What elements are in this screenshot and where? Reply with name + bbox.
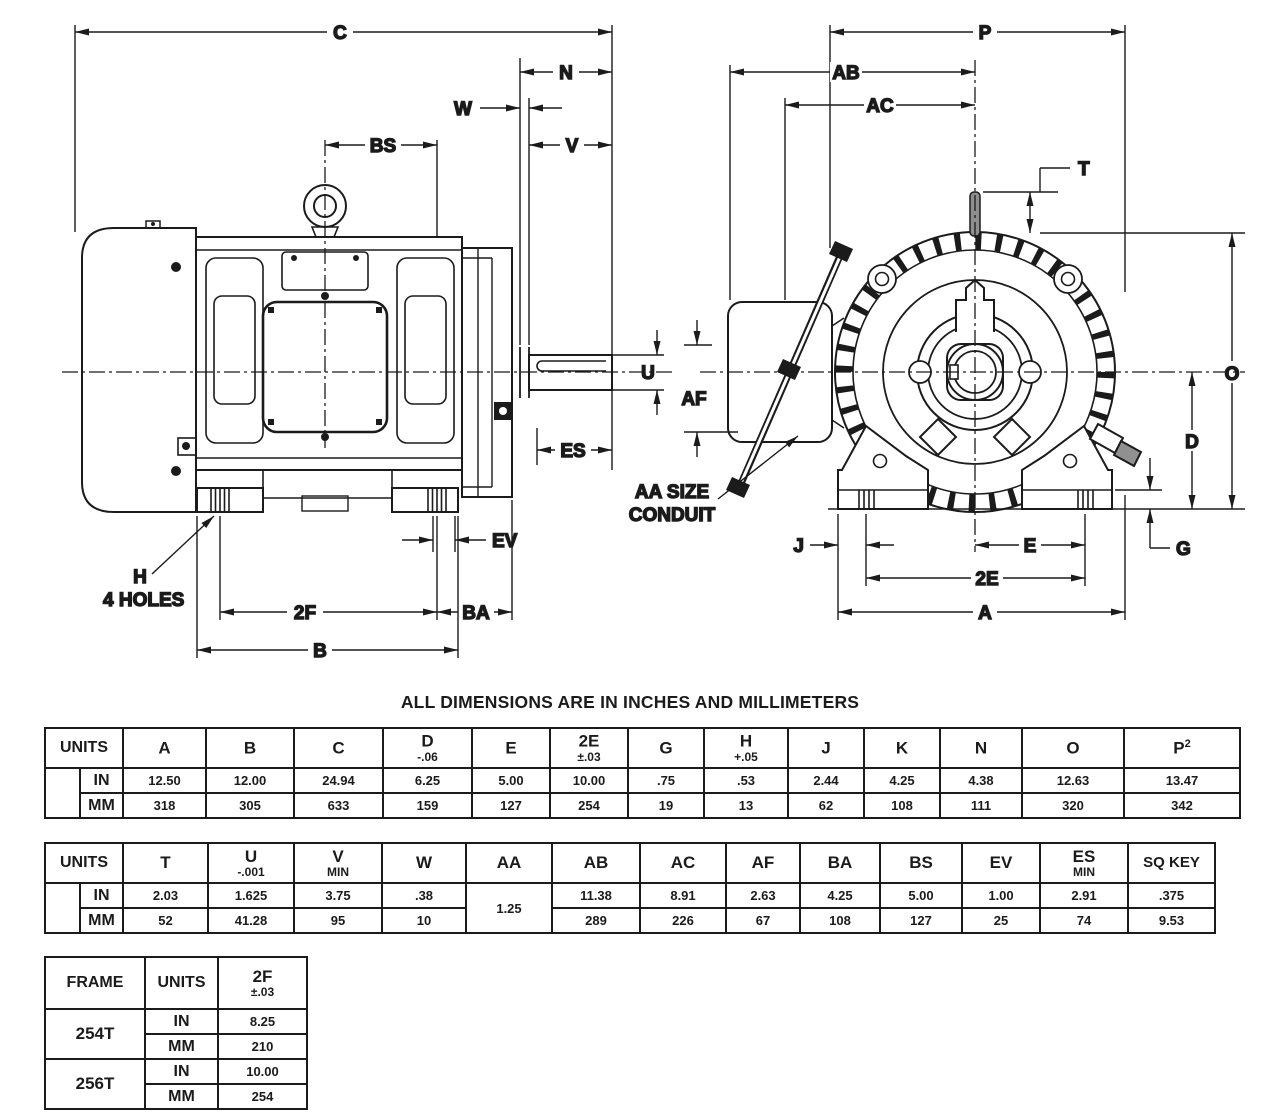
dim-ev xyxy=(402,516,518,552)
units-header: UNITS xyxy=(145,957,218,1009)
col-header-ac: AC xyxy=(640,843,726,883)
value-cell: 289 xyxy=(552,908,640,933)
dim-label-2f: 2F xyxy=(293,603,317,624)
value-cell: 2.63 xyxy=(726,883,800,908)
value-cell: 108 xyxy=(864,793,940,818)
row-label-in: IN xyxy=(145,1009,218,1034)
callout-aa-conduit xyxy=(629,436,798,526)
col-header-w: W xyxy=(382,843,466,883)
value-cell: 10.00 xyxy=(550,768,628,793)
value-cell: 12.63 xyxy=(1022,768,1124,793)
col-header-k: K xyxy=(864,728,940,768)
dim-a xyxy=(838,602,1125,624)
value-cell: 342 xyxy=(1124,793,1240,818)
col-header-v: V MIN xyxy=(294,843,382,883)
value-cell: 5.00 xyxy=(880,883,962,908)
value-cell: 4.38 xyxy=(940,768,1022,793)
units-header: UNITS xyxy=(45,843,123,883)
col-header-b: B xyxy=(206,728,294,768)
side-view xyxy=(82,185,612,512)
value-cell: 2.44 xyxy=(788,768,864,793)
end-view xyxy=(726,192,1245,512)
col-header-ev: EV xyxy=(962,843,1040,883)
col-header-2f: 2F ±.03 xyxy=(218,957,307,1009)
col-header-p: $P^2$ xyxy=(1124,728,1240,768)
value-cell: .375 xyxy=(1128,883,1215,908)
row-label-mm: MM xyxy=(145,1034,218,1059)
value-cell: 5.00 xyxy=(472,768,550,793)
value-cell: 74 xyxy=(1040,908,1128,933)
col-header-o: O xyxy=(1022,728,1124,768)
dim-label-bs: BS xyxy=(369,136,397,157)
dim-label-ev: EV xyxy=(492,531,518,552)
value-cell: 226 xyxy=(640,908,726,933)
value-cell: 24.94 xyxy=(294,768,383,793)
col-header-sqkey: SQ KEY xyxy=(1128,843,1215,883)
frame-2f-table xyxy=(44,956,308,1110)
value-cell: 13 xyxy=(704,793,788,818)
value-cell: 52 xyxy=(123,908,208,933)
value-cell: 108 xyxy=(800,908,880,933)
col-header-2e: 2E ±.03 xyxy=(550,728,628,768)
col-header-h: H +.05 xyxy=(704,728,788,768)
dim-label-v: V xyxy=(565,136,579,157)
dim-bs xyxy=(325,135,437,237)
value-cell: 19 xyxy=(628,793,704,818)
dim-2e xyxy=(866,568,1085,590)
col-header-d: D -.06 xyxy=(383,728,472,768)
units-header: UNITS xyxy=(45,728,123,768)
aa-shared-value-cell: 1.25 xyxy=(466,883,552,933)
spacer-cell xyxy=(45,768,80,818)
col-header-c: C xyxy=(294,728,383,768)
value-cell: 254 xyxy=(550,793,628,818)
value-cell: 127 xyxy=(472,793,550,818)
dim-label-p: P xyxy=(978,23,992,44)
value-cell: 95 xyxy=(294,908,382,933)
value-cell: .75 xyxy=(628,768,704,793)
row-label-mm: MM xyxy=(80,908,123,933)
dim-label-c: C xyxy=(333,23,347,44)
value-cell: 41.28 xyxy=(208,908,294,933)
value-cell: 10.00 xyxy=(218,1059,307,1084)
value-cell: .38 xyxy=(382,883,466,908)
mounting-hole-hatch-left xyxy=(211,488,229,512)
dim-label-ab: AB xyxy=(832,63,860,84)
value-cell: 13.47 xyxy=(1124,768,1240,793)
value-cell: 1.00 xyxy=(962,883,1040,908)
dim-label-u: U xyxy=(641,363,655,384)
dim-label-af: AF xyxy=(681,389,707,410)
dim-label-h: H xyxy=(133,567,147,588)
dim-b xyxy=(197,516,458,662)
value-cell: 127 xyxy=(880,908,962,933)
frame-label-254t: 254T xyxy=(45,1009,145,1059)
row-label-mm: MM xyxy=(80,793,123,818)
value-cell: 2.91 xyxy=(1040,883,1128,908)
col-header-j: J xyxy=(788,728,864,768)
value-cell: 62 xyxy=(788,793,864,818)
label-aa-size: AA SIZE xyxy=(634,482,710,503)
dim-label-w: W xyxy=(454,99,472,120)
dimension-table-2 xyxy=(44,842,1216,934)
value-cell: 8.91 xyxy=(640,883,726,908)
value-cell: 3.75 xyxy=(294,883,382,908)
value-cell: 25 xyxy=(962,908,1040,933)
value-cell: .53 xyxy=(704,768,788,793)
dim-ba xyxy=(437,500,512,624)
col-header-es: ES MIN xyxy=(1040,843,1128,883)
dimension-table-1 xyxy=(44,727,1241,819)
value-cell: 6.25 xyxy=(383,768,472,793)
value-cell: 8.25 xyxy=(218,1009,307,1034)
col-header-af: AF xyxy=(726,843,800,883)
col-header-a: A xyxy=(123,728,206,768)
value-cell: 633 xyxy=(294,793,383,818)
sheet-title: ALL DIMENSIONS ARE IN INCHES AND MILLIMETERS xyxy=(400,692,860,712)
end-view-dimensions xyxy=(629,22,1245,624)
dim-label-ac: AC xyxy=(866,96,894,117)
dim-label-o: O xyxy=(1224,364,1240,385)
dim-ab xyxy=(730,62,975,300)
row-label-mm: MM xyxy=(145,1084,218,1109)
dim-label-es: ES xyxy=(560,441,586,462)
dim-label-d: D xyxy=(1185,432,1199,453)
frame-label-256t: 256T xyxy=(45,1059,145,1109)
value-cell: 10 xyxy=(382,908,466,933)
value-cell: 11.38 xyxy=(552,883,640,908)
col-header-u: U -.001 xyxy=(208,843,294,883)
value-cell: 4.25 xyxy=(800,883,880,908)
dim-label-2e: 2E xyxy=(975,569,999,590)
label-conduit: CONDUIT xyxy=(628,505,716,526)
col-header-bs: BS xyxy=(880,843,962,883)
dim-label-j: J xyxy=(793,536,804,557)
col-header-ab: AB xyxy=(552,843,640,883)
dim-es xyxy=(537,428,612,465)
value-cell: 159 xyxy=(383,793,472,818)
value-cell: 67 xyxy=(726,908,800,933)
value-cell: 254 xyxy=(218,1084,307,1109)
mounting-hole-hatch-right xyxy=(428,488,446,512)
dim-t xyxy=(983,159,1090,233)
dim-label-b: B xyxy=(313,641,327,662)
value-cell: 12.50 xyxy=(123,768,206,793)
value-cell: 12.00 xyxy=(206,768,294,793)
value-cell: 318 xyxy=(123,793,206,818)
value-cell: 4.25 xyxy=(864,768,940,793)
row-label-in: IN xyxy=(80,883,123,908)
dim-n xyxy=(520,58,612,345)
dim-d xyxy=(1180,372,1204,509)
dim-label-g: G xyxy=(1176,539,1191,560)
value-cell: 210 xyxy=(218,1034,307,1059)
col-header-ba: BA xyxy=(800,843,880,883)
value-cell: 2.03 xyxy=(123,883,208,908)
col-header-t: T xyxy=(123,843,208,883)
dim-label-e: E xyxy=(1023,536,1037,557)
value-cell: 9.53 xyxy=(1128,908,1215,933)
frame-header: FRAME xyxy=(45,957,145,1009)
row-label-in: IN xyxy=(80,768,123,793)
spacer-cell xyxy=(45,883,80,933)
dim-label-a: A xyxy=(978,603,992,624)
dim-label-n: N xyxy=(559,63,573,84)
dim-w xyxy=(454,98,562,345)
row-label-in: IN xyxy=(145,1059,218,1084)
col-header-n: N xyxy=(940,728,1022,768)
label-4-holes: 4 HOLES xyxy=(103,590,185,611)
dim-label-t: T xyxy=(1078,159,1090,180)
col-header-aa: AA xyxy=(466,843,552,883)
value-cell: 305 xyxy=(206,793,294,818)
col-header-g: G xyxy=(628,728,704,768)
value-cell: 111 xyxy=(940,793,1022,818)
col-header-e: E xyxy=(472,728,550,768)
dim-v xyxy=(529,135,612,157)
value-cell: 320 xyxy=(1022,793,1124,818)
dim-label-ba: BA xyxy=(462,603,490,624)
dim-j xyxy=(793,514,894,620)
value-cell: 1.625 xyxy=(208,883,294,908)
dim-2f xyxy=(220,516,437,624)
